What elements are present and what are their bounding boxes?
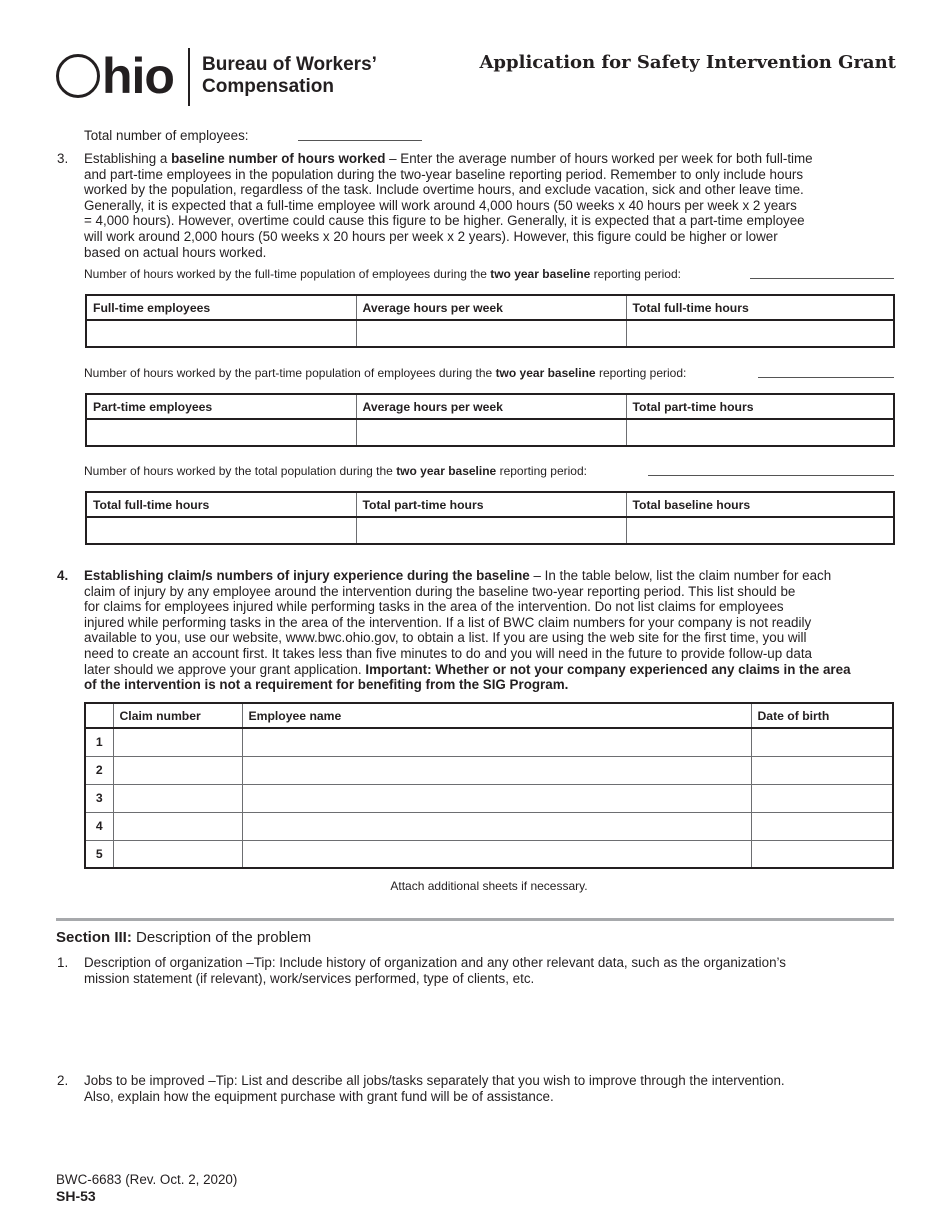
parttime-table bbox=[85, 393, 895, 447]
parttime-header-total: Total part-time hours bbox=[626, 394, 894, 419]
item-4-line-0: – In the table below, list the claim number for each bbox=[529, 568, 832, 583]
employee-name-cell[interactable] bbox=[242, 812, 751, 840]
item-4-number: 4. bbox=[57, 568, 69, 583]
total-fulltime-cell[interactable] bbox=[86, 517, 356, 544]
item-3-line-0: – Enter the average number of hours worked per week for both full-time bbox=[385, 151, 813, 166]
claim-number-cell[interactable] bbox=[113, 784, 242, 812]
section-divider bbox=[56, 918, 894, 921]
total-header-baseline: Total baseline hours bbox=[626, 492, 894, 517]
employee-name-cell[interactable] bbox=[242, 728, 751, 756]
total-header-fulltime: Total full-time hours bbox=[86, 492, 356, 517]
fulltime-prompt bbox=[84, 267, 681, 281]
bureau-name bbox=[202, 54, 377, 98]
s3-item-2-line-2: Also, explain how the equipment purchase with grant fund will be of assistance. bbox=[84, 1088, 554, 1104]
fulltime-header-avg: Average hours per week bbox=[356, 295, 626, 320]
section-3-title: Description of the problem bbox=[131, 929, 312, 946]
s3-item-2-text bbox=[84, 1073, 896, 1104]
table-row bbox=[85, 812, 893, 840]
total-prompt bbox=[84, 464, 587, 478]
claims-row-number: 4 bbox=[85, 812, 113, 840]
s3-item-1-number: 1. bbox=[57, 955, 69, 970]
bureau-line-1: Bureau of Workers’ bbox=[202, 54, 377, 75]
item-3-line-4: = 4,000 hours). However, overtime could cause this figure to be higher. Generally, it is expected that a part-time employee bbox=[84, 213, 805, 229]
item-3-line-2: worked by the population, regardless of the task. Include overtime hours, and exclude vacation, sick and other leave time. bbox=[84, 182, 804, 198]
form-title: Application for Safety Intervention Grant bbox=[479, 52, 896, 73]
item-3-number: 3. bbox=[57, 151, 69, 166]
claim-number-cell[interactable] bbox=[113, 728, 242, 756]
item-3-line-1: and part-time employees in the population during the two-year baseline reporting period. Remember to only include hours bbox=[84, 166, 804, 182]
claims-row-number: 3 bbox=[85, 784, 113, 812]
fulltime-header-total: Total full-time hours bbox=[626, 295, 894, 320]
item-3-intro: Establishing a bbox=[84, 151, 172, 166]
attach-note: Attach additional sheets if necessary. bbox=[390, 879, 588, 893]
item-4-line-3: injured while performing tasks in the area of the intervention. If a list of BWC claim numbers for your company is not readily bbox=[84, 614, 812, 630]
fulltime-table bbox=[85, 294, 895, 348]
item-4-line-6: later should we approve your grant application. bbox=[84, 661, 366, 677]
table-row bbox=[85, 784, 893, 812]
s3-item-2-number: 2. bbox=[57, 1073, 69, 1088]
fulltime-prompt-pre: Number of hours worked by the full-time population of employees during the bbox=[84, 267, 491, 281]
item-4-line-5: need to create an account first. It takes less than five minutes to do and you will need in the future to provide follow-up data bbox=[84, 645, 812, 661]
parttime-avg-cell[interactable] bbox=[356, 419, 626, 446]
item-4-line-1: claim of injury by any employee around the intervention during the baseline two-year reporting period. This list should be bbox=[84, 583, 796, 599]
table-row bbox=[85, 756, 893, 784]
ohio-logo-o-circle bbox=[56, 54, 100, 98]
employees-label: Total number of employees: bbox=[84, 128, 249, 143]
fulltime-prompt-bold: two year baseline bbox=[490, 267, 591, 281]
claims-row-number: 2 bbox=[85, 756, 113, 784]
claim-number-cell[interactable] bbox=[113, 840, 242, 868]
fulltime-avg-cell[interactable] bbox=[356, 320, 626, 347]
parttime-employees-cell[interactable] bbox=[86, 419, 356, 446]
total-prompt-bold: two year baseline bbox=[396, 464, 497, 478]
item-4-line-4: available to you, use our website, www.bwc.ohio.gov, to obtain a list. If you are using the web site for the first time, you will bbox=[84, 630, 807, 646]
total-header-parttime: Total part-time hours bbox=[356, 492, 626, 517]
s3-item-1-line-1: Description of organization –Tip: Include history of organization and any other relevant data, such as the organization’s bbox=[84, 955, 786, 970]
parttime-prompt-bold: two year baseline bbox=[495, 366, 596, 380]
item-3-line-5: will work around 2,000 hours (50 weeks x 20 hours per week x 2 years). However, this figure could be higher or lower bbox=[84, 228, 778, 244]
table-row bbox=[85, 840, 893, 868]
ohio-logo bbox=[56, 48, 174, 104]
employees-field[interactable] bbox=[298, 140, 422, 141]
parttime-prompt-post: reporting period: bbox=[595, 366, 687, 380]
claim-number-cell[interactable] bbox=[113, 756, 242, 784]
claims-table bbox=[84, 702, 894, 869]
section-3-label: Section III: bbox=[56, 929, 132, 946]
date-of-birth-cell[interactable] bbox=[751, 728, 893, 756]
fulltime-employees-cell[interactable] bbox=[86, 320, 356, 347]
claims-header-claim-number: Claim number bbox=[113, 703, 242, 728]
logo-divider bbox=[188, 48, 190, 106]
fulltime-prompt-post: reporting period: bbox=[590, 267, 681, 281]
parttime-prompt-pre: Number of hours worked by the part-time population of employees during the bbox=[84, 366, 496, 380]
date-of-birth-cell[interactable] bbox=[751, 784, 893, 812]
fulltime-hours-field[interactable] bbox=[750, 278, 894, 279]
fulltime-total-cell[interactable] bbox=[626, 320, 894, 347]
parttime-total-cell[interactable] bbox=[626, 419, 894, 446]
total-prompt-pre: Number of hours worked by the total population during the bbox=[84, 464, 397, 478]
item-4-text bbox=[84, 568, 896, 693]
item-4-bold: Establishing claim/s numbers of injury experience during the baseline bbox=[84, 568, 530, 583]
claims-header-index bbox=[85, 703, 113, 728]
date-of-birth-cell[interactable] bbox=[751, 840, 893, 868]
employee-name-cell[interactable] bbox=[242, 840, 751, 868]
claims-header-employee-name: Employee name bbox=[242, 703, 751, 728]
page-header bbox=[56, 46, 896, 110]
item-3-line-6: based on actual hours worked. bbox=[84, 244, 267, 260]
bureau-line-2: Compensation bbox=[202, 76, 334, 97]
fulltime-header-employees: Full-time employees bbox=[86, 295, 356, 320]
parttime-header-avg: Average hours per week bbox=[356, 394, 626, 419]
total-table bbox=[85, 491, 895, 545]
employee-name-cell[interactable] bbox=[242, 756, 751, 784]
section-3-heading bbox=[56, 929, 311, 946]
item-3-text bbox=[84, 151, 896, 260]
s3-item-1-text bbox=[84, 955, 896, 986]
form-id: BWC-6683 (Rev. Oct. 2, 2020) bbox=[56, 1172, 238, 1187]
item-3-line-3: Generally, it is expected that a full-time employee will work around 4,000 hours (50 weeks x 40 hours per week x 2 years bbox=[84, 197, 797, 213]
item-4-important-b: of the intervention is not a requirement for benefiting from the SIG Program. bbox=[84, 677, 569, 693]
ohio-logo-text: hio bbox=[102, 48, 174, 104]
form-code: SH-53 bbox=[56, 1188, 96, 1204]
s3-item-1-line-2: mission statement (if relevant), work/services performed, type of clients, etc. bbox=[84, 970, 535, 986]
total-baseline-cell[interactable] bbox=[626, 517, 894, 544]
table-row bbox=[85, 728, 893, 756]
claim-number-cell[interactable] bbox=[113, 812, 242, 840]
employee-name-cell[interactable] bbox=[242, 784, 751, 812]
item-4-important-a: Important: Whether or not your company experienced any claims in the area bbox=[365, 661, 851, 677]
parttime-hours-field[interactable] bbox=[758, 377, 894, 378]
claims-header-dob: Date of birth bbox=[751, 703, 893, 728]
date-of-birth-cell[interactable] bbox=[751, 756, 893, 784]
s3-item-2-line-1: Jobs to be improved –Tip: List and describe all jobs/tasks separately that you wish to improve through the intervention. bbox=[84, 1073, 785, 1088]
item-3-bold: baseline number of hours worked bbox=[171, 151, 386, 166]
claims-row-number: 5 bbox=[85, 840, 113, 868]
total-parttime-cell[interactable] bbox=[356, 517, 626, 544]
total-prompt-post: reporting period: bbox=[496, 464, 587, 478]
parttime-prompt bbox=[84, 366, 686, 380]
parttime-header-employees: Part-time employees bbox=[86, 394, 356, 419]
date-of-birth-cell[interactable] bbox=[751, 812, 893, 840]
total-hours-field[interactable] bbox=[648, 475, 894, 476]
claims-row-number: 1 bbox=[85, 728, 113, 756]
item-4-line-2: for claims for employees injured while performing tasks in the area of the intervention. Do not list claims for employees bbox=[84, 599, 784, 615]
